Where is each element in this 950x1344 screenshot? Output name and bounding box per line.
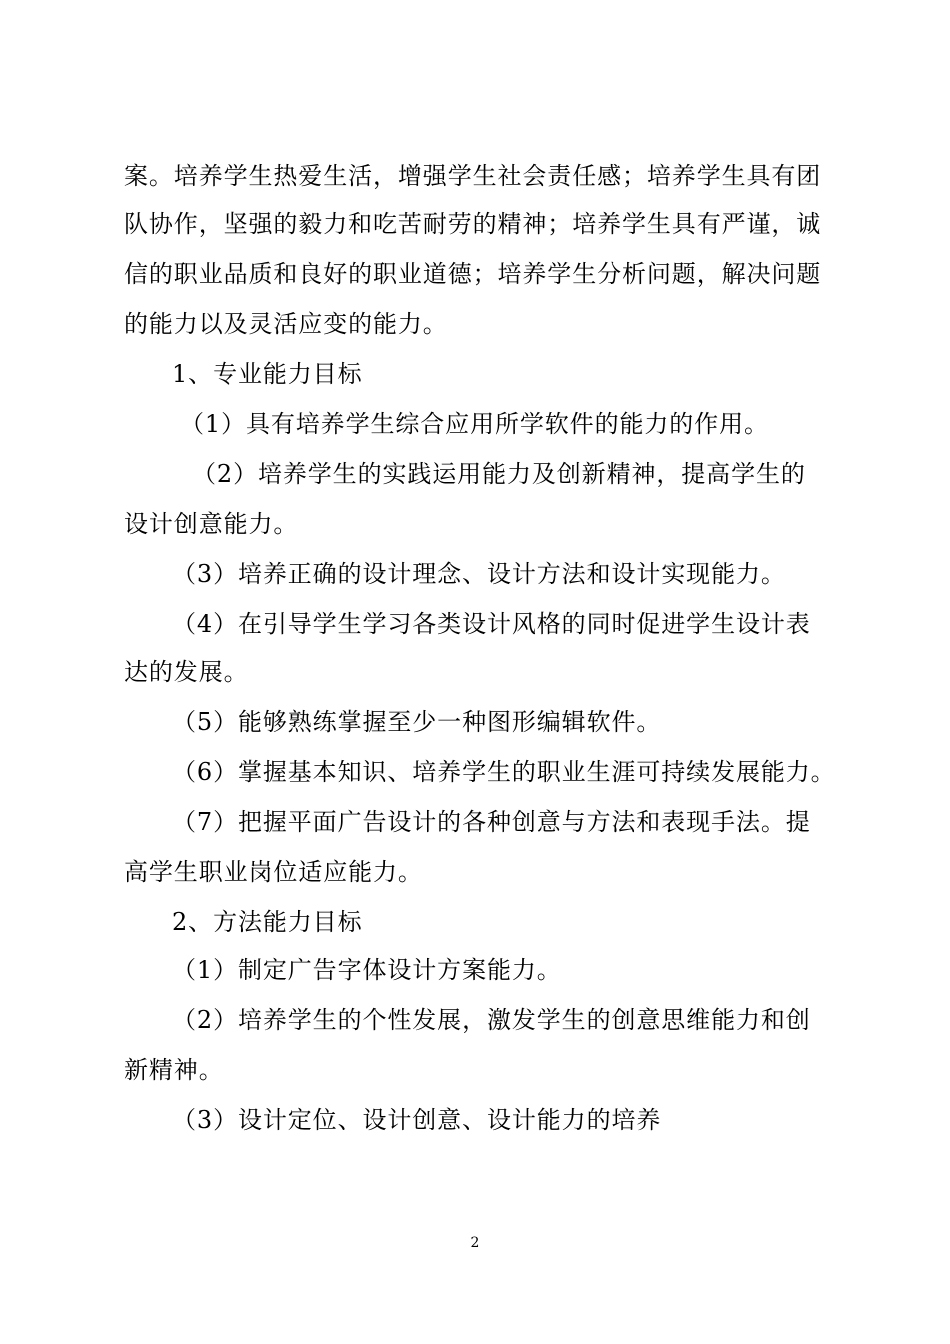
page-number: 2 <box>470 1235 480 1251</box>
list-item-continuation: 高学生职业岗位适应能力。 <box>124 858 423 886</box>
list-item-continuation: 达的发展。 <box>124 658 249 686</box>
list-item: （5）能够熟练掌握至少一种图形编辑软件。 <box>172 708 662 736</box>
paragraph-line: 信的职业品质和良好的职业道德；培养学生分析问题，解决问题 <box>124 260 822 288</box>
list-item: （3）培养正确的设计理念、设计方法和设计实现能力。 <box>172 560 786 588</box>
list-item: （1）制定广告字体设计方案能力。 <box>172 956 562 984</box>
section-heading-method-ability: 2、方法能力目标 <box>172 908 363 936</box>
list-item: （6）掌握基本知识、培养学生的职业生涯可持续发展能力。 <box>172 758 836 786</box>
list-item: （7）把握平面广告设计的各种创意与方法和表现手法。提 <box>172 808 811 836</box>
section-heading-professional-ability: 1、专业能力目标 <box>172 360 363 388</box>
paragraph-line: 案。培养学生热爱生活，增强学生社会责任感；培养学生具有团 <box>124 162 822 190</box>
list-item: （4）在引导学生学习各类设计风格的同时促进学生设计表 <box>172 610 811 638</box>
list-item: （3）设计定位、设计创意、设计能力的培养 <box>172 1106 662 1134</box>
paragraph-line: 队协作，坚强的毅力和吃苦耐劳的精神；培养学生具有严谨，诚 <box>124 210 822 238</box>
list-item: （1）具有培养学生综合应用所学软件的能力的作用。 <box>180 410 769 438</box>
paragraph-line: 的能力以及灵活应变的能力。 <box>124 310 448 338</box>
list-item-continuation: 新精神。 <box>124 1056 224 1084</box>
list-item: （2）培养学生的实践运用能力及创新精神，提高学生的 <box>192 460 806 488</box>
list-item: （2）培养学生的个性发展，激发学生的创意思维能力和创 <box>172 1006 811 1034</box>
list-item-continuation: 设计创意能力。 <box>124 510 299 538</box>
